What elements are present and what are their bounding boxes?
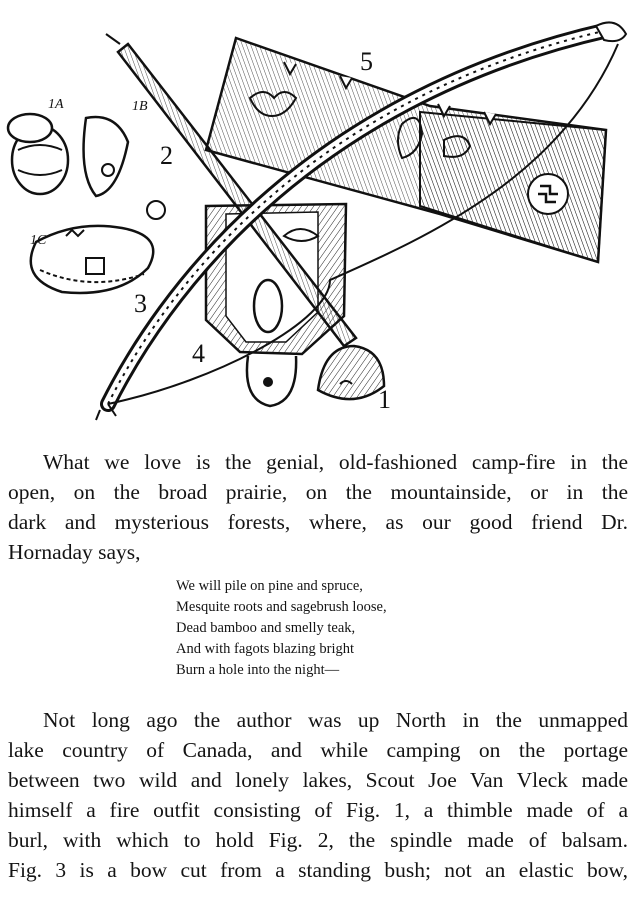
fig-label-1c: 1C: [30, 233, 47, 248]
fig-label-4: 4: [192, 339, 205, 368]
paragraph-line: What we love is the genial, old-fashioned camp-fire in the: [43, 450, 628, 474]
poem-line: Dead bamboo and smelly teak,: [176, 620, 356, 636]
fig-label-3: 3: [134, 289, 147, 318]
paragraph-line: himself a fire outfit consisting of Fig. 1, a thimble made of a: [8, 798, 628, 822]
fig-label-1a: 1A: [48, 97, 64, 112]
poem-quote: [176, 576, 536, 681]
paragraph-line: Fig. 3 is a bow cut from a standing bush; not an elastic bow,: [8, 858, 628, 882]
poem-line: We will pile on pine and spruce,: [176, 578, 363, 594]
poem-line: Mesquite roots and sagebrush loose,: [176, 599, 387, 615]
paragraph-campfire: [8, 447, 628, 567]
paragraph-line: Hornaday says,: [8, 540, 141, 564]
fire-outfit-illustration: [0, 0, 640, 432]
paragraph-line: open, on the broad prairie, on the mountainside, or in the: [8, 480, 628, 504]
paragraph-line: between two wild and lonely lakes, Scout Joe Van Vleck made: [8, 768, 628, 792]
poem-line: And with fagots blazing bright: [176, 641, 355, 657]
fig-label-5: 5: [360, 47, 373, 76]
paragraph-fire-outfit: [8, 705, 628, 885]
fig-label-2: 2: [160, 141, 173, 170]
paragraph-line: Not long ago the author was up North in the unmapped: [43, 708, 628, 732]
paragraph-line: burl, with which to hold Fig. 2, the spindle made of balsam.: [8, 828, 628, 852]
poem-line: Burn a hole into the night—: [176, 662, 340, 678]
fig-label-1: 1: [378, 385, 391, 414]
paragraph-line: lake country of Canada, and while camping on the portage: [8, 738, 628, 762]
fig-label-1b: 1B: [132, 99, 148, 114]
paragraph-line: dark and mysterious forests, where, as our good friend Dr.: [8, 510, 628, 534]
